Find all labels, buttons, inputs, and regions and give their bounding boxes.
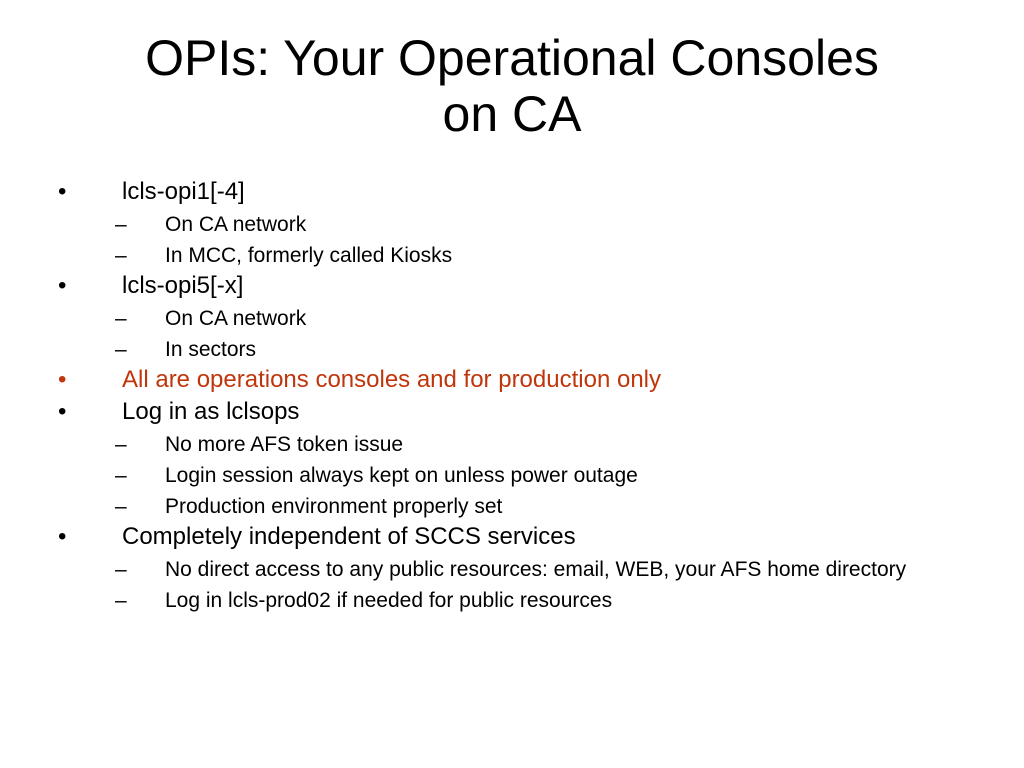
- sub-bullet-text: In MCC, formerly called Kiosks: [165, 244, 453, 267]
- bullet-text: All are operations consoles and for production only: [122, 366, 661, 393]
- sub-bullet-text: Login session always kept on unless power outage: [165, 464, 638, 487]
- sub-bullet-item: [0, 558, 1024, 582]
- sub-bullet-item: [0, 433, 1024, 457]
- sub-bullet-marker: –: [115, 433, 127, 456]
- sub-bullet-marker: –: [115, 558, 127, 581]
- sub-bullet-marker: –: [115, 589, 127, 612]
- bullet-text: Completely independent of SCCS services: [122, 523, 576, 550]
- bullet-marker: •: [58, 523, 67, 550]
- sub-bullet-marker: –: [115, 495, 127, 518]
- bullet-item-highlighted: [0, 365, 1024, 394]
- sub-bullet-text: Log in lcls-prod02 if needed for public resources: [165, 589, 613, 612]
- sub-bullet-item: [0, 464, 1024, 488]
- sub-bullet-text: On CA network: [165, 213, 307, 236]
- sub-bullet-text: On CA network: [165, 307, 307, 330]
- title-line-1: OPIs: Your Operational Consoles: [145, 30, 879, 86]
- sub-bullet-marker: –: [115, 338, 127, 361]
- sub-bullet-marker: –: [115, 244, 127, 267]
- sub-bullet-text: Production environment properly set: [165, 495, 503, 518]
- sub-bullet-item: [0, 244, 1024, 268]
- bullet-item: [0, 397, 1024, 426]
- title-line-2: on CA: [442, 86, 582, 142]
- sub-bullet-item: [0, 589, 1024, 613]
- bullet-text: lcls-opi5[-x]: [122, 272, 244, 299]
- sub-bullet-item: [0, 307, 1024, 331]
- sub-bullet-item: [0, 495, 1024, 519]
- bullet-item: [0, 522, 1024, 551]
- sub-bullet-item: [0, 213, 1024, 237]
- sub-bullet-text: No direct access to any public resources: email, WEB, your AFS home directory: [165, 558, 907, 581]
- slide-body: [0, 174, 1024, 613]
- bullet-marker: •: [58, 272, 67, 299]
- sub-bullet-marker: –: [115, 307, 127, 330]
- slide-title: [40, 30, 984, 142]
- bullet-item: [0, 271, 1024, 300]
- sub-bullet-item: [0, 338, 1024, 362]
- bullet-marker: •: [58, 178, 67, 205]
- sub-bullet-text: No more AFS token issue: [165, 433, 404, 456]
- sub-bullet-marker: –: [115, 213, 127, 236]
- bullet-item: [0, 177, 1024, 206]
- bullet-marker: •: [58, 398, 67, 425]
- bullet-marker: •: [58, 366, 67, 393]
- sub-bullet-text: In sectors: [165, 338, 257, 361]
- bullet-text: lcls-opi1[-4]: [122, 178, 245, 205]
- bullet-text: Log in as lclsops: [122, 398, 300, 425]
- sub-bullet-marker: –: [115, 464, 127, 487]
